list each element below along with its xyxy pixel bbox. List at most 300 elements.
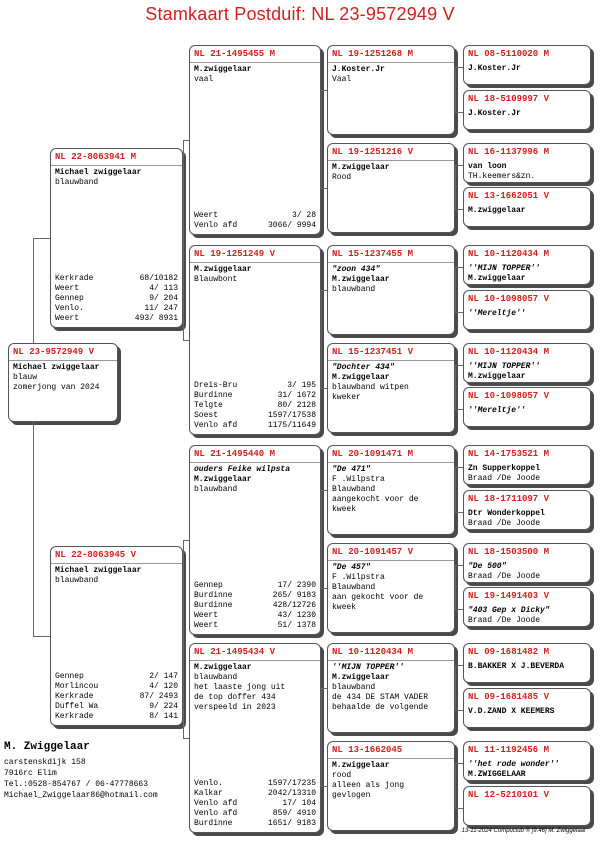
- connector-line: [455, 467, 463, 468]
- dam-card[interactable]: [50, 546, 183, 726]
- connector-line: [321, 786, 327, 787]
- ring-number: NL 21-1495440 M: [190, 446, 320, 463]
- race-name: Soest: [194, 411, 219, 420]
- race-place: 9/ 224: [149, 702, 178, 711]
- race-place: 2/ 147: [149, 672, 178, 681]
- ring-number: NL 09-1681482 M: [468, 647, 550, 657]
- connector-line: [321, 388, 327, 389]
- info-line: blauwband: [194, 485, 238, 494]
- pigeon-info: [328, 263, 454, 295]
- result-row: [55, 692, 178, 702]
- ancestor-card[interactable]: [463, 245, 591, 285]
- race-place: 51/ 1378: [277, 621, 316, 630]
- owner-address: carstenskdijk 158: [4, 758, 86, 767]
- info-line: M.ZWIGGELAAR: [468, 770, 526, 779]
- info-line: "403 Gep x Dicky": [468, 606, 550, 615]
- connector-line: [455, 512, 463, 513]
- result-row: [55, 682, 178, 692]
- race-place: 11/ 247: [144, 304, 178, 313]
- great-grandparent-card[interactable]: [327, 45, 455, 135]
- info-line: "De 457": [332, 563, 371, 572]
- pigeon-info: [9, 361, 117, 393]
- connector-line: [183, 140, 189, 141]
- race-place: 17/ 104: [282, 799, 316, 808]
- connector-line: [455, 565, 463, 566]
- ring-number: NL 10-1098057 V: [468, 391, 550, 401]
- pigeon-info: [328, 759, 454, 801]
- race-name: Venlo afd: [194, 221, 238, 230]
- connector-line: [455, 67, 463, 68]
- race-name: Weert: [194, 611, 219, 620]
- ring-number: NL 18-1711097 V: [468, 494, 550, 504]
- ring-number: NL 21-1495455 M: [190, 46, 320, 63]
- info-line: Braad /De Joode: [468, 572, 541, 581]
- connector-line: [455, 165, 456, 209]
- result-row: [55, 274, 178, 284]
- info-line: J.Koster.Jr: [468, 109, 521, 118]
- race-name: Burdinne: [194, 601, 233, 610]
- ring-number: NL 12-5210101 V: [468, 790, 550, 800]
- race-name: Weert: [194, 211, 219, 220]
- ring-number: NL 22-8063945 V: [51, 547, 182, 564]
- great-grandparent-card[interactable]: [327, 245, 455, 335]
- sire-card[interactable]: [50, 148, 183, 328]
- grandparent-card[interactable]: [189, 643, 321, 833]
- ancestor-card[interactable]: [463, 387, 591, 427]
- info-line: gevlogen: [332, 791, 371, 800]
- ring-number: NL 10-1120434 M: [468, 347, 550, 357]
- pigeon-info: [464, 604, 590, 626]
- result-row: [194, 789, 316, 799]
- pigeon-info: [464, 803, 590, 805]
- info-line: ''MIJN TOPPER'': [332, 663, 405, 672]
- page-title: Stamkaart Postduif: NL 23-9572949 V: [145, 4, 455, 24]
- great-grandparent-card[interactable]: [327, 445, 455, 535]
- ring-number: NL 10-1098057 V: [468, 294, 550, 304]
- race-name: Gennep: [194, 581, 223, 590]
- connector-line: [455, 267, 463, 268]
- grandparent-card[interactable]: [189, 45, 321, 235]
- info-line: Rood: [332, 173, 352, 182]
- connector-line: [455, 808, 463, 809]
- race-name: Dreis-Bru: [194, 381, 238, 390]
- pigeon-info: [328, 661, 454, 713]
- connector-line: [455, 112, 463, 113]
- connector-line: [33, 422, 34, 636]
- race-name: Kerkrade: [55, 712, 94, 721]
- connector-line: [321, 490, 322, 588]
- connector-line: [321, 90, 322, 188]
- race-place: 17/ 2390: [277, 581, 316, 590]
- connector-line: [183, 540, 184, 738]
- ancestor-card[interactable]: [463, 786, 591, 826]
- connector-line: [321, 90, 327, 91]
- connector-line: [33, 238, 50, 239]
- info-line: ''MIJN TOPPER'': [468, 264, 541, 273]
- race-name: Venlo afd: [194, 809, 238, 818]
- ring-number: NL 09-1681485 V: [468, 692, 550, 702]
- race-name: Kerkrade: [55, 692, 94, 701]
- ring-number: NL 19-1251249 V: [190, 246, 320, 263]
- pigeon-info: [328, 361, 454, 403]
- info-line: ouders Feike wilpsta: [194, 465, 291, 474]
- ring-number: NL 19-1491403 V: [468, 591, 550, 601]
- race-results: [194, 779, 316, 829]
- result-row: [194, 819, 316, 829]
- pigeon-info: [464, 107, 590, 119]
- info-line: alleen als jong: [332, 781, 405, 790]
- info-line: Michael zwiggelaar: [55, 566, 142, 575]
- race-place: 3/ 195: [287, 381, 316, 390]
- ancestor-card[interactable]: [463, 187, 591, 227]
- pigeon-info: [464, 307, 590, 319]
- pigeon-info: [464, 660, 590, 672]
- result-row: [194, 401, 316, 411]
- info-line: blauwband: [332, 683, 376, 692]
- result-row: [194, 601, 316, 611]
- info-line: zomerjong van 2024: [13, 383, 100, 392]
- connector-line: [321, 688, 322, 786]
- result-row: [55, 712, 178, 722]
- info-line: Dtr Wonderkoppel: [468, 509, 545, 518]
- race-name: Burdinne: [194, 819, 233, 828]
- info-line: blauwband witpen: [332, 383, 409, 392]
- connector-line: [455, 267, 456, 312]
- ancestor-card[interactable]: [463, 290, 591, 330]
- connector-line: [455, 365, 463, 366]
- pigeon-info: [190, 63, 320, 85]
- race-name: Venlo afd: [194, 421, 238, 430]
- grandparent-card[interactable]: [189, 445, 321, 635]
- race-place: 68/10182: [139, 274, 178, 283]
- great-grandparent-card[interactable]: [327, 643, 455, 733]
- pigeon-info: [51, 564, 182, 586]
- info-line: V.D.ZAND X KEEMERS: [468, 707, 555, 716]
- connector-line: [321, 188, 327, 189]
- info-line: behaalde de volgende: [332, 703, 429, 712]
- info-line: ''het rode wonder'': [468, 760, 560, 769]
- subject-pigeon-card[interactable]: [8, 343, 118, 422]
- result-row: [194, 809, 316, 819]
- great-grandparent-card[interactable]: [327, 741, 455, 831]
- connector-line: [321, 490, 327, 491]
- race-name: Gennep: [55, 294, 84, 303]
- info-line: M.zwiggelaar: [332, 275, 390, 284]
- connector-line: [455, 665, 456, 710]
- result-row: [194, 411, 316, 421]
- ring-number: NL 15-1237451 V: [328, 344, 454, 361]
- ring-number: NL 19-1251216 V: [328, 144, 454, 161]
- pigeon-info: [464, 507, 590, 529]
- ring-number: NL 18-5109997 V: [468, 94, 550, 104]
- result-row: [194, 211, 316, 221]
- connector-line: [321, 290, 327, 291]
- race-place: 3/ 28: [291, 211, 316, 220]
- info-line: M.zwiggelaar: [194, 265, 252, 274]
- ring-number: NL 18-1503500 M: [468, 547, 550, 557]
- ring-number: NL 20-1091457 V: [328, 544, 454, 561]
- info-line: M.zwiggelaar: [332, 673, 390, 682]
- info-line: Michael zwiggelaar: [13, 363, 100, 372]
- info-line: kweek: [332, 505, 357, 514]
- connector-line: [455, 665, 463, 666]
- result-row: [194, 391, 316, 401]
- pigeon-info: [328, 463, 454, 515]
- info-line: vaal: [194, 75, 214, 84]
- owner-block: [4, 742, 158, 801]
- race-place: 1597/17538: [267, 411, 316, 420]
- ring-number: NL 15-1237455 M: [328, 246, 454, 263]
- race-place: 428/12726: [272, 601, 316, 610]
- owner-email[interactable]: Michael_Zwiggelaar86@hotmail.com: [4, 791, 158, 800]
- pigeon-info: [190, 661, 320, 713]
- info-line: F .Wilpstra: [332, 573, 385, 582]
- info-line: ''Mereltje'': [468, 406, 526, 415]
- race-results: [55, 274, 178, 324]
- result-row: [194, 421, 316, 431]
- connector-line: [455, 565, 456, 609]
- info-line: Braad /De Joode: [468, 474, 541, 483]
- pigeon-info: [464, 262, 590, 284]
- result-row: [194, 221, 316, 231]
- connector-line: [321, 588, 327, 589]
- pigeon-info: [464, 160, 590, 182]
- pigeon-info: [328, 561, 454, 613]
- race-name: Weert: [194, 621, 219, 630]
- info-line: blauw: [13, 373, 38, 382]
- info-line: verspeeld in 2023: [194, 703, 276, 712]
- info-line: ''Mereltje'': [468, 309, 526, 318]
- great-grandparent-card[interactable]: [327, 143, 455, 233]
- race-name: Weert: [55, 284, 80, 293]
- ancestor-card[interactable]: [463, 45, 591, 85]
- race-place: 80/ 2128: [277, 401, 316, 410]
- info-line: M.zwiggelaar: [468, 206, 526, 215]
- owner-name: M. Zwiggelaar: [4, 741, 90, 753]
- result-row: [194, 581, 316, 591]
- info-line: de 434 DE STAM VADER: [332, 693, 429, 702]
- connector-line: [321, 688, 327, 689]
- race-place: 4/ 113: [149, 284, 178, 293]
- ancestor-card[interactable]: [463, 587, 591, 627]
- grandparent-card[interactable]: [189, 245, 321, 435]
- connector-line: [321, 290, 322, 388]
- ring-number: NL 19-1251268 M: [328, 46, 454, 63]
- owner-city: 7916rc Elim: [4, 769, 57, 778]
- connector-line: [455, 763, 463, 764]
- info-line: B.BAKKER X J.BEVERDA: [468, 662, 565, 671]
- great-grandparent-card[interactable]: [327, 543, 455, 633]
- info-line: M.zwiggelaar: [332, 163, 390, 172]
- info-line: de top doffer 434: [194, 693, 276, 702]
- race-name: Venlo.: [194, 779, 223, 788]
- info-line: M.zwiggelaar: [332, 373, 390, 382]
- pigeon-info: [464, 758, 590, 780]
- result-row: [55, 284, 178, 294]
- great-grandparent-card[interactable]: [327, 343, 455, 433]
- race-place: 9/ 204: [149, 294, 178, 303]
- info-line: Blauwband: [332, 485, 376, 494]
- pigeon-info: [464, 360, 590, 382]
- info-line: TH.keemers&zn.: [468, 172, 536, 181]
- connector-line: [455, 165, 463, 166]
- race-place: 265/ 9183: [272, 591, 316, 600]
- result-row: [55, 304, 178, 314]
- info-line: "De 500": [468, 562, 507, 571]
- info-line: Zn Supperkoppel: [468, 464, 541, 473]
- connector-line: [183, 140, 184, 340]
- result-row: [194, 611, 316, 621]
- result-row: [194, 591, 316, 601]
- info-line: M.zwiggelaar: [468, 372, 526, 381]
- connector-line: [183, 540, 189, 541]
- race-name: Kerkrade: [55, 274, 94, 283]
- info-line: Michael zwiggelaar: [55, 168, 142, 177]
- owner-phone: Tel.:0528-854767 / 06-47778663: [4, 780, 149, 789]
- ancestor-card[interactable]: [463, 490, 591, 530]
- ancestor-card[interactable]: [463, 688, 591, 728]
- info-line: blauwband: [55, 576, 99, 585]
- race-name: Duffel Wa: [55, 702, 99, 711]
- race-name: Burdinne: [194, 391, 233, 400]
- ring-number: NL 16-1137996 M: [468, 147, 550, 157]
- info-line: Braad /De Joode: [468, 616, 541, 625]
- race-place: 4/ 120: [149, 682, 178, 691]
- race-name: Venlo afd: [194, 799, 238, 808]
- race-place: 43/ 1230: [277, 611, 316, 620]
- race-place: 493/ 8931: [134, 314, 178, 323]
- info-line: aan gekocht voor de: [332, 593, 424, 602]
- ancestor-card[interactable]: [463, 543, 591, 583]
- footer-stamp: 13-11-2024 Compuclub ® [9.46] M. Zwiggelaar: [461, 828, 586, 834]
- ring-number: NL 14-1753521 M: [468, 449, 550, 459]
- race-place: 3066/ 9994: [267, 221, 316, 230]
- race-name: Morlincou: [55, 682, 99, 691]
- info-line: M.zwiggelaar: [194, 475, 252, 484]
- race-place: 8/ 141: [149, 712, 178, 721]
- pigeon-info: [464, 560, 590, 582]
- ring-number: NL 22-8063941 M: [51, 149, 182, 166]
- info-line: blauwband: [332, 285, 376, 294]
- ancestor-card[interactable]: [463, 143, 591, 183]
- info-line: Blauwbont: [194, 275, 238, 284]
- pigeon-info: [464, 204, 590, 216]
- race-place: 1651/ 9183: [267, 819, 316, 828]
- pigeon-info: [190, 463, 320, 495]
- info-line: ''MIJN TOPPER'': [468, 362, 541, 371]
- info-line: blauwband: [194, 673, 238, 682]
- race-name: Burdinne: [194, 591, 233, 600]
- result-row: [194, 799, 316, 809]
- race-results: [194, 581, 316, 631]
- race-name: Weert: [55, 314, 80, 323]
- pigeon-info: [464, 62, 590, 74]
- race-place: 2042/13310: [267, 789, 316, 798]
- connector-line: [455, 609, 463, 610]
- info-line: M.zwiggelaar: [194, 663, 252, 672]
- result-row: [55, 702, 178, 712]
- info-line: J.Koster.Jr: [332, 65, 385, 74]
- info-line: kweker: [332, 393, 361, 402]
- pigeon-info: [328, 63, 454, 85]
- info-line: aangekocht voor de: [332, 495, 419, 504]
- ancestor-card[interactable]: [463, 445, 591, 485]
- ring-number: NL 11-1192456 M: [468, 745, 550, 755]
- info-line: rood: [332, 771, 352, 780]
- info-line: blauwband: [55, 178, 99, 187]
- ring-number: NL 13-1662045: [328, 742, 454, 759]
- connector-line: [455, 312, 463, 313]
- connector-line: [183, 340, 189, 341]
- ancestor-card[interactable]: [463, 643, 591, 683]
- info-line: M.zwiggelaar: [194, 65, 252, 74]
- info-line: kweek: [332, 603, 357, 612]
- connector-line: [33, 238, 34, 343]
- ring-number: NL 21-1495434 V: [190, 644, 320, 661]
- pigeon-info: [328, 161, 454, 183]
- ancestor-card[interactable]: [463, 343, 591, 383]
- connector-line: [455, 209, 463, 210]
- info-line: "zoon 434": [332, 265, 381, 274]
- result-row: [55, 314, 178, 324]
- pigeon-info: [464, 462, 590, 484]
- pigeon-info: [190, 263, 320, 285]
- connector-line: [455, 467, 456, 512]
- pigeon-info: [51, 166, 182, 188]
- race-results: [194, 381, 316, 431]
- info-line: M.zwiggelaar: [468, 274, 526, 283]
- race-results: [55, 672, 178, 722]
- ring-number: NL 23-9572949 V: [9, 344, 117, 361]
- ring-number: NL 13-1662051 V: [468, 191, 550, 201]
- connector-line: [455, 365, 456, 409]
- race-place: 31/ 1672: [277, 391, 316, 400]
- info-line: J.Koster.Jr: [468, 64, 521, 73]
- result-row: [194, 381, 316, 391]
- pigeon-info: [464, 404, 590, 416]
- connector-line: [455, 409, 463, 410]
- race-name: Gennep: [55, 672, 84, 681]
- race-name: Kalkar: [194, 789, 223, 798]
- info-line: F .Wilpstra: [332, 475, 385, 484]
- race-place: 87/ 2493: [139, 692, 178, 701]
- race-place: 1175/11649: [267, 421, 316, 430]
- result-row: [194, 621, 316, 631]
- info-line: "Dochter 434": [332, 363, 395, 372]
- ancestor-card[interactable]: [463, 741, 591, 781]
- ring-number: NL 10-1120434 M: [468, 249, 550, 259]
- ring-number: NL 08-5110020 M: [468, 49, 550, 59]
- result-row: [194, 779, 316, 789]
- connector-line: [455, 67, 456, 112]
- info-line: Vaal: [332, 75, 352, 84]
- connector-line: [33, 636, 50, 637]
- ring-number: NL 10-1120434 M: [328, 644, 454, 661]
- race-name: Venlo.: [55, 304, 84, 313]
- connector-line: [455, 710, 463, 711]
- info-line: van loon: [468, 162, 507, 171]
- race-name: Telgte: [194, 401, 223, 410]
- ring-number: NL 20-1091471 M: [328, 446, 454, 463]
- connector-line: [455, 763, 456, 808]
- info-line: "De 471": [332, 465, 371, 474]
- ancestor-card[interactable]: [463, 90, 591, 130]
- race-results: [194, 211, 316, 231]
- pigeon-info: [464, 705, 590, 717]
- info-line: Braad /De Joode: [468, 519, 541, 528]
- connector-line: [183, 738, 189, 739]
- info-line: M.zwiggelaar: [332, 761, 390, 770]
